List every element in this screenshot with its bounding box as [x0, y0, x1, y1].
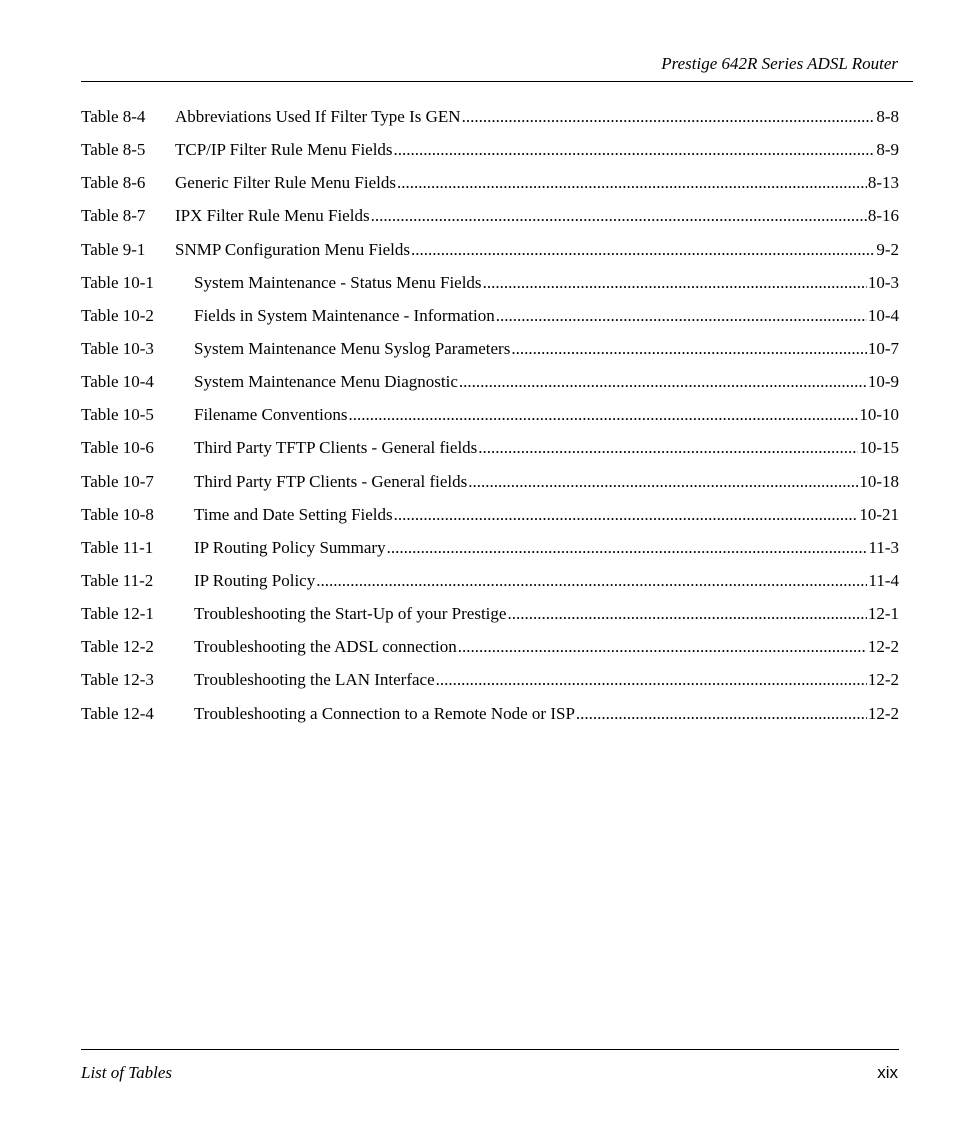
dot-leader [316, 571, 867, 591]
toc-entry[interactable] [81, 538, 899, 571]
toc-entry-title[interactable]: Troubleshooting the ADSL connection [194, 637, 457, 657]
dot-leader [458, 637, 867, 657]
toc-entry-title[interactable]: IP Routing Policy Summary [194, 537, 386, 557]
dot-leader [394, 505, 859, 525]
toc-entry-title[interactable]: System Maintenance Menu Syslog Parameters [194, 338, 511, 358]
toc-entry-title[interactable]: SNMP Configuration Menu Fields [175, 239, 411, 259]
dot-leader [387, 538, 868, 558]
toc-entry-title[interactable]: Troubleshooting the LAN Interface [194, 670, 435, 690]
toc-entry-page[interactable]: 12-1 [867, 604, 899, 624]
toc-entry-label: Table 10-5 [81, 405, 154, 425]
toc-entry-title[interactable]: System Maintenance Menu Diagnostic [194, 372, 458, 392]
toc-entry[interactable] [81, 604, 899, 637]
toc-entry-page[interactable]: 11-3 [868, 537, 899, 557]
dot-leader [436, 670, 867, 690]
toc-entry-title[interactable]: Abbreviations Used If Filter Type Is GEN [175, 107, 461, 126]
toc-entry-label: Table 8-5 [81, 140, 146, 160]
dot-leader [511, 339, 867, 359]
toc-entry[interactable] [81, 240, 899, 273]
header-divider [81, 81, 913, 82]
dot-leader [371, 206, 867, 226]
toc-entry-label: Table 11-2 [81, 570, 154, 590]
toc-entry-label: Table 12-2 [81, 637, 154, 657]
toc-entry[interactable] [81, 670, 899, 703]
toc-entry-page[interactable]: 12-2 [867, 637, 899, 657]
toc-entry[interactable] [81, 571, 899, 604]
toc-entry-title[interactable]: Fields in System Maintenance - Information [194, 305, 495, 325]
toc-entry[interactable] [81, 306, 899, 339]
dot-leader [348, 405, 858, 425]
toc-entry-label: Table 9-1 [81, 239, 146, 259]
toc-entry-title[interactable]: Time and Date Setting Fields [194, 504, 393, 524]
list-of-tables [81, 107, 899, 737]
dot-leader [462, 107, 876, 127]
toc-entry-title[interactable]: TCP/IP Filter Rule Menu Fields [175, 140, 393, 160]
toc-entry[interactable] [81, 704, 899, 737]
toc-entry-title[interactable]: IP Routing Policy [194, 570, 316, 590]
toc-entry-title[interactable]: Third Party FTP Clients - General fields [194, 471, 468, 491]
dot-leader [478, 438, 858, 458]
toc-entry-label: Table 10-7 [81, 471, 154, 491]
toc-entry[interactable] [81, 405, 899, 438]
footer-section-title: List of Tables [81, 1063, 173, 1082]
toc-entry-page[interactable]: 8-16 [867, 206, 899, 226]
toc-entry-label: Table 10-2 [81, 305, 154, 325]
toc-entry-title[interactable]: Troubleshooting a Connection to a Remote Node or ISP [194, 703, 575, 723]
toc-entry[interactable] [81, 206, 899, 239]
dot-leader [411, 240, 875, 260]
toc-entry-label: Table 10-8 [81, 504, 154, 524]
dot-leader [507, 604, 866, 624]
toc-entry-label: Table 11-1 [81, 537, 154, 557]
footer-page-number: xix [877, 1063, 898, 1082]
toc-entry-label: Table 12-4 [81, 703, 154, 723]
toc-entry[interactable] [81, 339, 899, 372]
toc-entry-title[interactable]: IPX Filter Rule Menu Fields [175, 206, 370, 226]
toc-entry-page[interactable]: 10-21 [859, 504, 899, 524]
dot-leader [483, 273, 867, 293]
toc-entry[interactable] [81, 107, 899, 140]
toc-entry-label: Table 12-1 [81, 604, 154, 624]
toc-entry-page[interactable]: 10-7 [867, 338, 899, 358]
toc-entry-page[interactable]: 11-4 [868, 570, 899, 590]
toc-entry-page[interactable]: 10-4 [867, 305, 899, 325]
toc-entry-label: Table 10-3 [81, 338, 154, 358]
dot-leader [394, 140, 876, 160]
toc-entry-page[interactable]: 10-9 [867, 372, 899, 392]
toc-entry[interactable] [81, 505, 899, 538]
toc-entry[interactable] [81, 173, 899, 206]
toc-entry-page[interactable]: 8-8 [876, 107, 899, 126]
toc-entry[interactable] [81, 438, 899, 471]
toc-entry[interactable] [81, 637, 899, 670]
toc-entry-page[interactable]: 10-3 [867, 272, 899, 292]
toc-entry-page[interactable]: 12-2 [867, 670, 899, 690]
toc-entry-label: Table 10-1 [81, 272, 154, 292]
toc-entry-title[interactable]: Filename Conventions [194, 405, 348, 425]
toc-entry-title[interactable]: System Maintenance - Status Menu Fields [194, 272, 482, 292]
toc-entry-label: Table 10-6 [81, 438, 154, 458]
toc-entry-label: Table 12-3 [81, 670, 154, 690]
toc-entry-page[interactable]: 12-2 [867, 703, 899, 723]
toc-entry-page[interactable]: 10-10 [859, 405, 899, 425]
toc-entry-label: Table 8-7 [81, 206, 146, 226]
toc-entry-page[interactable]: 8-13 [867, 173, 899, 193]
footer-divider [81, 1049, 899, 1050]
dot-leader [496, 306, 867, 326]
toc-entry-page[interactable]: 8-9 [876, 140, 899, 160]
toc-entry-page[interactable]: 10-18 [859, 471, 899, 491]
dot-leader [576, 704, 867, 724]
toc-entry-title[interactable]: Troubleshooting the Start-Up of your Prestige [194, 604, 507, 624]
toc-entry[interactable] [81, 472, 899, 505]
toc-entry-page[interactable]: 9-2 [876, 239, 899, 259]
toc-entry-label: Table 8-4 [81, 107, 146, 126]
toc-entry-title[interactable]: Third Party TFTP Clients - General fields [194, 438, 478, 458]
dot-leader [459, 372, 867, 392]
toc-entry-title[interactable]: Generic Filter Rule Menu Fields [175, 173, 396, 193]
toc-entry[interactable] [81, 273, 899, 306]
dot-leader [397, 173, 867, 193]
toc-entry-page[interactable]: 10-15 [859, 438, 899, 458]
toc-entry[interactable] [81, 140, 899, 173]
running-header-title: Prestige 642R Series ADSL Router [661, 54, 898, 73]
dot-leader [468, 472, 858, 492]
toc-entry-label: Table 8-6 [81, 173, 146, 193]
toc-entry[interactable] [81, 372, 899, 405]
toc-entry-label: Table 10-4 [81, 372, 154, 392]
